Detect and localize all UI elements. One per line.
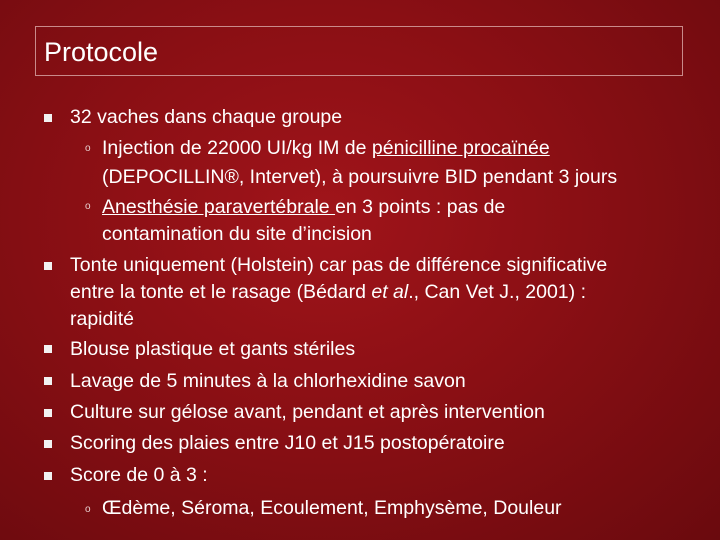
bullet-square-icon <box>44 472 52 480</box>
bullet-text: Culture sur gélose avant, pendant et après intervention <box>70 401 545 423</box>
bullet-square-icon <box>44 262 52 270</box>
sub-text-part: Injection de 22000 UI/kg IM de <box>102 137 372 159</box>
sub-bullet-text-continued: contamination du site d’incision <box>102 223 372 245</box>
italic-text: et al <box>371 281 409 303</box>
underlined-term: pénicilline procaïnée <box>371 137 550 159</box>
underlined-term: Anesthésie paravertébrale <box>102 196 336 218</box>
bullet-text: 32 vaches dans chaque groupe <box>70 106 343 128</box>
sub-bullet-text: Œdème, Séroma, Ecoulement, Emphysème, Douleur <box>102 497 562 519</box>
bullet-square-icon <box>44 345 52 353</box>
sub-bullet-text <box>102 195 505 219</box>
sub-bullet-icon: o <box>85 143 91 154</box>
sub-bullet-icon: o <box>85 504 91 515</box>
bullet-square-icon <box>44 409 52 417</box>
sub-bullet-text <box>102 136 550 160</box>
bullet-text-continued: rapidité <box>70 308 134 330</box>
sub-text-part: en 3 points : pas de <box>335 196 506 218</box>
bullet-text-continued <box>70 280 586 304</box>
bullet-text: Score de 0 à 3 : <box>70 464 208 486</box>
sub-bullet-icon: o <box>85 201 91 212</box>
bullet-text: Scoring des plaies entre J10 et J15 postopératoire <box>70 432 505 454</box>
text-part: entre la tonte et le rasage (Bédard <box>70 281 372 303</box>
bullet-text: Lavage de 5 minutes à la chlorhexidine savon <box>70 370 466 392</box>
bullet-text: Tonte uniquement (Holstein) car pas de différence significative <box>70 254 608 276</box>
text-part: ., Can Vet J., 2001) : <box>408 281 586 303</box>
bullet-square-icon <box>44 114 52 122</box>
slide-title: Protocole <box>44 37 159 67</box>
sub-bullet-text-continued: (DEPOCILLIN®, Intervet), à poursuivre BID pendant 3 jours <box>102 166 618 188</box>
bullet-square-icon <box>44 377 52 385</box>
bullet-text: Blouse plastique et gants stériles <box>70 338 356 360</box>
bullet-square-icon <box>44 440 52 448</box>
